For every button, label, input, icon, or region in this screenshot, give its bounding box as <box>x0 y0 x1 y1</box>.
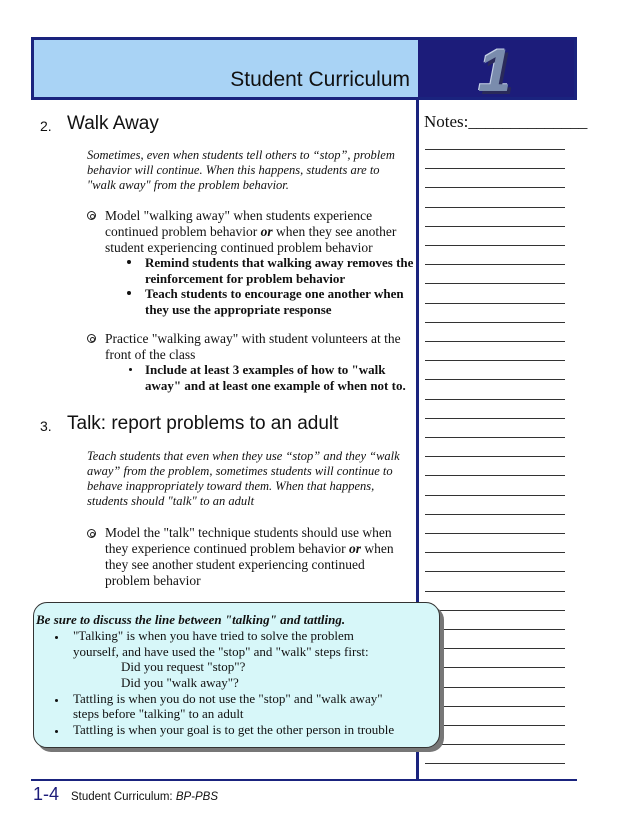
callout-question-2: Did you "walk away"? <box>121 675 239 690</box>
section-2-sub-3: Include at least 3 examples of how to "walk away" and at least one example of when not to. <box>145 362 406 393</box>
notes-rule-line <box>425 552 565 553</box>
callout-item-2-line-1: Tattling is when you do not use the "stop" and "walk away" <box>73 691 383 706</box>
section-2-sub-2: Teach students to encourage one another when they use the appropriate response <box>145 286 404 317</box>
notes-rule-line <box>425 629 565 630</box>
notes-rule-line <box>425 514 565 515</box>
notes-rule-line <box>425 456 565 457</box>
notes-rule-line <box>425 149 565 150</box>
sub-bullet-dot <box>129 368 132 371</box>
section-3-intro: Teach students that even when they use “stop” and they “walk away” from the problem, sometimes students will continue to behave inappropriately toward them. When that happens, students should "talk" to an adult <box>87 449 400 508</box>
notes-rule-line <box>425 706 565 707</box>
callout-bullet-dot <box>55 699 58 702</box>
sub-bullet-dot <box>127 291 131 295</box>
section-3-title: Talk: report problems to an adult <box>67 413 339 434</box>
footer-program: BP-PBS <box>175 791 219 803</box>
callout-item-1-line-1: "Talking" is when you have tried to solve the problem <box>73 628 354 643</box>
notes-rule-line <box>425 303 565 304</box>
notes-rule-line <box>425 226 565 227</box>
sub-bullet-dot <box>127 260 131 264</box>
notes-rule-line <box>425 379 565 380</box>
notes-rule-line <box>425 591 565 592</box>
notes-rule-line <box>425 687 565 688</box>
notes-rule-line <box>425 207 565 208</box>
footer-label: Student Curriculum: BP-PBS <box>71 791 219 803</box>
callout-item-1-line-2: yourself, and have used the "stop" and "walk" steps first: <box>73 644 369 659</box>
page-title: Student Curriculum <box>230 68 410 91</box>
notes-rule-line <box>425 264 565 265</box>
footer-rule <box>31 779 577 781</box>
section-2-title: Walk Away <box>67 113 159 134</box>
callout-heading: Be sure to discuss the line between "talking" and tattling. <box>36 612 346 627</box>
notes-label: Notes:______________ <box>424 112 588 131</box>
notes-rule-line <box>425 648 565 649</box>
notes-rule-line <box>425 437 565 438</box>
notes-rule-line <box>425 495 565 496</box>
notes-rule-line <box>425 360 565 361</box>
chapter-number-badge: 1 <box>478 37 512 104</box>
notes-rule-line <box>425 610 565 611</box>
notes-rule-line <box>425 533 565 534</box>
callout-bullet-dot <box>55 636 58 639</box>
notes-rule-line <box>425 418 565 419</box>
notes-rule-line <box>425 475 565 476</box>
section-2-number: 2. <box>40 118 52 134</box>
notes-rule-line <box>425 245 565 246</box>
notes-rule-line <box>425 168 565 169</box>
callout-item-2-line-2: steps before "talking" to an adult <box>73 706 244 721</box>
notes-rule-line <box>425 283 565 284</box>
callout-bullet-dot <box>55 730 58 733</box>
notes-rule-line <box>425 341 565 342</box>
page-number: 1-4 <box>33 784 60 804</box>
notes-rule-line <box>425 744 565 745</box>
notes-rule-line <box>425 399 565 400</box>
callout-item-3: Tattling is when your goal is to get the other person in trouble <box>73 722 395 737</box>
notes-rule-line <box>425 571 565 572</box>
section-2-sub-1: Remind students that walking away removes the reinforcement for problem behavior <box>145 255 414 286</box>
notes-rule-line <box>425 725 565 726</box>
callout-question-1: Did you request "stop"? <box>121 659 246 674</box>
target-bullet-icon <box>87 334 96 343</box>
notes-rule-line <box>425 763 565 764</box>
notes-rule-line <box>425 187 565 188</box>
target-bullet-icon <box>87 529 96 538</box>
notes-rule-line <box>425 667 565 668</box>
section-3-bullet-1: Model the "talk" technique students should use when they experience continued problem behavior or when they see another student experiencing continued problem behavior <box>105 525 394 588</box>
section-2-bullet-2: Practice "walking away" with student volunteers at the front of the class <box>105 331 401 362</box>
section-2-intro: Sometimes, even when students tell others to “stop”, problem behavior will continue. When this happens, students are to "walk away" from the problem behavior. <box>87 148 395 192</box>
notes-rule-line <box>425 322 565 323</box>
target-bullet-icon <box>87 211 96 220</box>
section-3-number: 3. <box>40 418 52 434</box>
section-2-bullet-1: Model "walking away" when students experience continued problem behavior or when they see another student experiencing continued problem behavior <box>105 208 397 255</box>
